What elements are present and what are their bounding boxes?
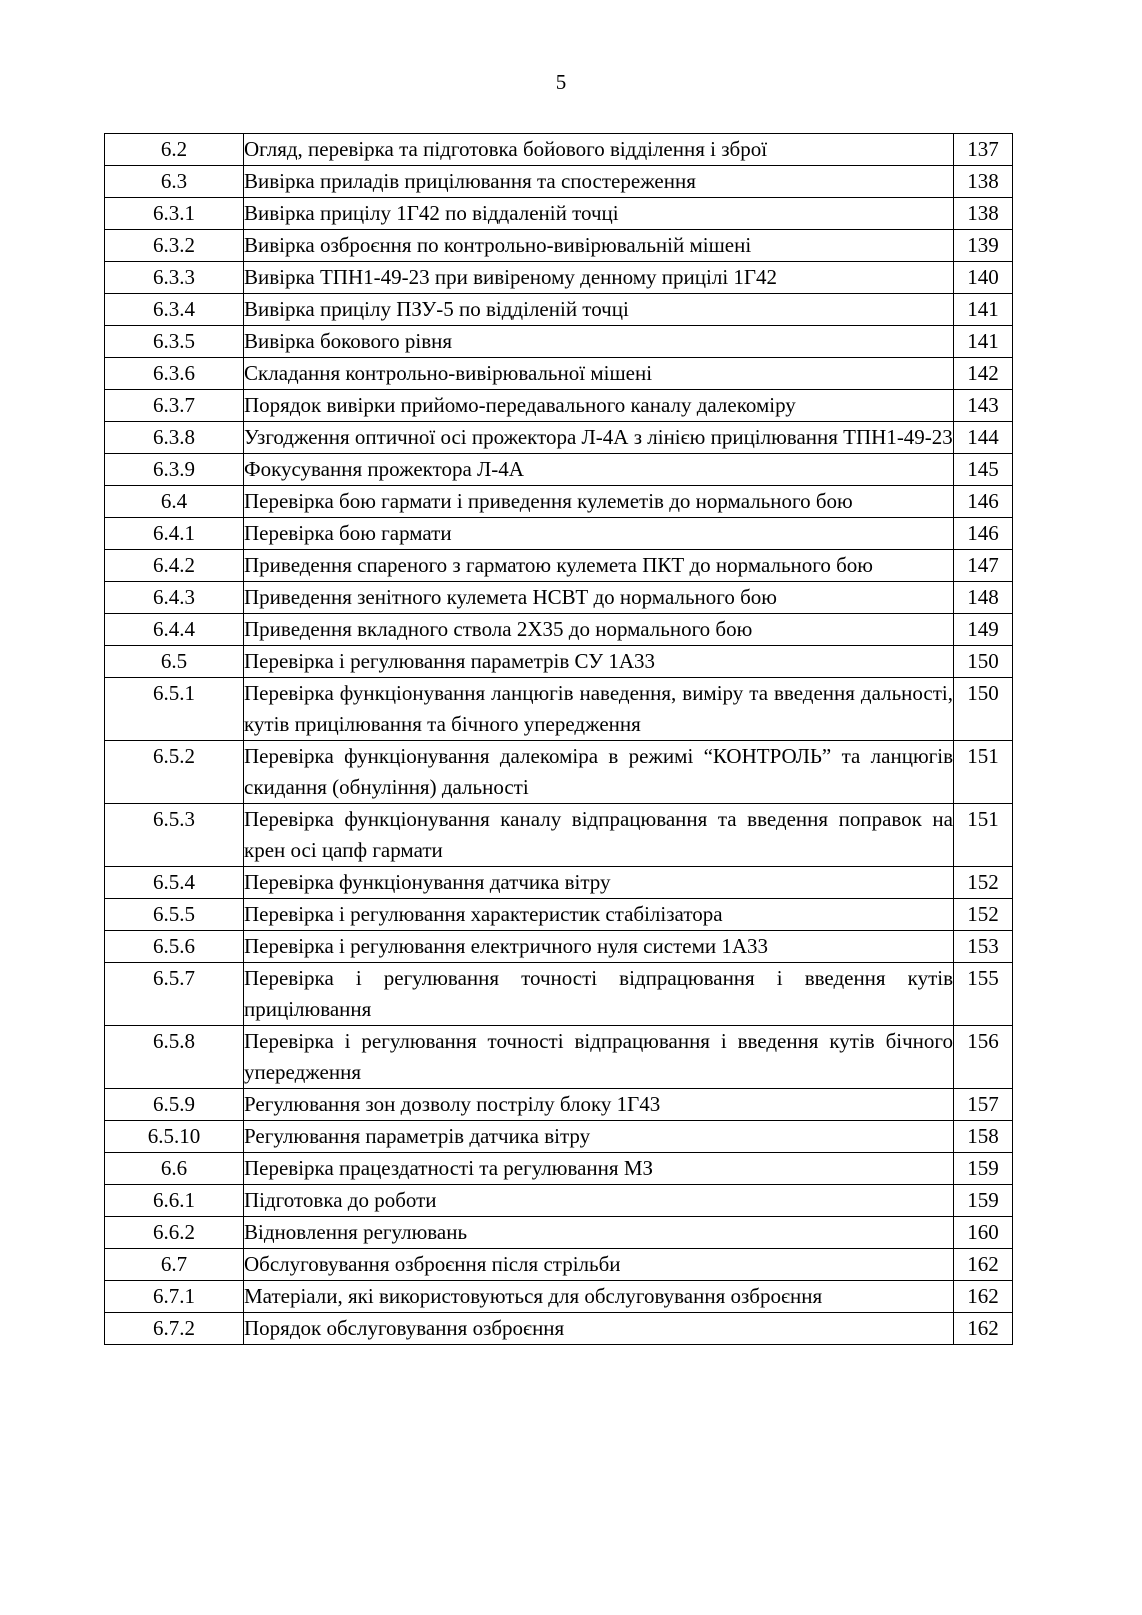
toc-row-number: 6.4: [105, 486, 244, 518]
toc-row-title: Перевірка функціонування далекоміра в режимі “КОНТРОЛЬ” та ланцюгів скидання (обнуління) дальності: [244, 741, 954, 804]
toc-row-page-number: 146: [954, 486, 1013, 518]
toc-row: [105, 422, 1013, 454]
toc-row-number: 6.3.4: [105, 294, 244, 326]
toc-row-number: 6.3.6: [105, 358, 244, 390]
toc-row-title: Регулювання зон дозволу пострілу блоку 1Г43: [244, 1089, 954, 1121]
toc-row: [105, 550, 1013, 582]
toc-row: [105, 899, 1013, 931]
toc-row-title: Приведення зенітного кулемета НСВТ до нормального бою: [244, 582, 954, 614]
toc-row-number: 6.4.2: [105, 550, 244, 582]
toc-row-number: 6.5.9: [105, 1089, 244, 1121]
toc-row-number: 6.5.5: [105, 899, 244, 931]
toc-row: [105, 486, 1013, 518]
toc-row: [105, 1281, 1013, 1313]
toc-row-number: 6.6: [105, 1153, 244, 1185]
toc-row-page-number: 137: [954, 134, 1013, 166]
toc-row-page-number: 150: [954, 678, 1013, 741]
toc-row-title: Обслуговування озброєння після стрільби: [244, 1249, 954, 1281]
toc-row-number: 6.3.9: [105, 454, 244, 486]
toc-row-page-number: 142: [954, 358, 1013, 390]
toc-row-page-number: 144: [954, 422, 1013, 454]
toc-row-title: Перевірка бою гармати і приведення кулеметів до нормального бою: [244, 486, 954, 518]
toc-row-number: 6.6.2: [105, 1217, 244, 1249]
toc-row-number: 6.4.3: [105, 582, 244, 614]
toc-row-page-number: 143: [954, 390, 1013, 422]
toc-row: [105, 931, 1013, 963]
toc-row-number: 6.3.7: [105, 390, 244, 422]
toc-row: [105, 582, 1013, 614]
toc-row: [105, 230, 1013, 262]
toc-row-title: Регулювання параметрів датчика вітру: [244, 1121, 954, 1153]
toc-row: [105, 804, 1013, 867]
toc-row: [105, 166, 1013, 198]
toc-row-title: Перевірка і регулювання точності відпрацювання і введення кутів прицілювання: [244, 963, 954, 1026]
toc-row-page-number: 152: [954, 899, 1013, 931]
toc-row-title: Складання контрольно-вивірювальної мішені: [244, 358, 954, 390]
toc-row-page-number: 151: [954, 741, 1013, 804]
toc-row-title: Відновлення регулювань: [244, 1217, 954, 1249]
toc-row: [105, 198, 1013, 230]
toc-row-title: Порядок вивірки прийомо-передавального каналу далекоміру: [244, 390, 954, 422]
toc-row: [105, 646, 1013, 678]
toc-row-page-number: 138: [954, 166, 1013, 198]
toc-row-title: Приведення вкладного ствола 2Х35 до нормального бою: [244, 614, 954, 646]
toc-row: [105, 134, 1013, 166]
toc-row: [105, 678, 1013, 741]
toc-row-page-number: 151: [954, 804, 1013, 867]
toc-row: [105, 741, 1013, 804]
toc-row-title: Перевірка функціонування датчика вітру: [244, 867, 954, 899]
toc-table-body: [105, 134, 1013, 1345]
toc-row-title: Узгодження оптичної осі прожектора Л-4А з лінією прицілювання ТПН1-49-23: [244, 422, 954, 454]
toc-row-title: Перевірка функціонування каналу відпрацювання та введення поправок на крен осі цапф гармати: [244, 804, 954, 867]
toc-row-page-number: 162: [954, 1313, 1013, 1345]
toc-row-title: Вивірка бокового рівня: [244, 326, 954, 358]
page-folio-number: 5: [555, 70, 567, 94]
toc-row-number: 6.4.1: [105, 518, 244, 550]
toc-row-page-number: 162: [954, 1249, 1013, 1281]
table-of-contents-table: [104, 133, 1013, 1345]
toc-row-title: Вивірка ТПН1-49-23 при вивіреному денному прицілі 1Г42: [244, 262, 954, 294]
toc-row: [105, 1249, 1013, 1281]
toc-row-title: Вивірка озброєння по контрольно-вивірювальній мішені: [244, 230, 954, 262]
toc-row-number: 6.4.4: [105, 614, 244, 646]
toc-row-page-number: 158: [954, 1121, 1013, 1153]
toc-row-number: 6.3.3: [105, 262, 244, 294]
toc-row-page-number: 159: [954, 1153, 1013, 1185]
toc-row-page-number: 141: [954, 294, 1013, 326]
toc-row-page-number: 157: [954, 1089, 1013, 1121]
toc-row-page-number: 156: [954, 1026, 1013, 1089]
toc-row-number: 6.3.2: [105, 230, 244, 262]
toc-row: [105, 1089, 1013, 1121]
toc-row: [105, 518, 1013, 550]
toc-row-page-number: 155: [954, 963, 1013, 1026]
toc-row-page-number: 138: [954, 198, 1013, 230]
toc-row-page-number: 141: [954, 326, 1013, 358]
toc-row-number: 6.3.1: [105, 198, 244, 230]
toc-row-title: Приведення спареного з гарматою кулемета ПКТ до нормального бою: [244, 550, 954, 582]
toc-row-number: 6.3: [105, 166, 244, 198]
toc-row-page-number: 149: [954, 614, 1013, 646]
toc-row: [105, 358, 1013, 390]
toc-row-number: 6.3.5: [105, 326, 244, 358]
toc-row: [105, 963, 1013, 1026]
toc-row-number: 6.3.8: [105, 422, 244, 454]
toc-row-page-number: 162: [954, 1281, 1013, 1313]
toc-row-number: 6.5.3: [105, 804, 244, 867]
toc-row-number: 6.5.7: [105, 963, 244, 1026]
toc-row: [105, 294, 1013, 326]
toc-row-page-number: 152: [954, 867, 1013, 899]
toc-row-title: Перевірка і регулювання електричного нуля системи 1А33: [244, 931, 954, 963]
toc-row-page-number: 147: [954, 550, 1013, 582]
toc-row-number: 6.5.10: [105, 1121, 244, 1153]
toc-row-page-number: 160: [954, 1217, 1013, 1249]
toc-row: [105, 867, 1013, 899]
toc-row-title: Порядок обслуговування озброєння: [244, 1313, 954, 1345]
toc-row: [105, 262, 1013, 294]
toc-row-number: 6.7.1: [105, 1281, 244, 1313]
toc-row-number: 6.6.1: [105, 1185, 244, 1217]
toc-row-page-number: 145: [954, 454, 1013, 486]
toc-row-number: 6.5.4: [105, 867, 244, 899]
toc-row-page-number: 153: [954, 931, 1013, 963]
toc-row-number: 6.7: [105, 1249, 244, 1281]
toc-row-title: Перевірка і регулювання параметрів СУ 1А33: [244, 646, 954, 678]
toc-row-title: Фокусування прожектора Л-4А: [244, 454, 954, 486]
toc-row-page-number: 150: [954, 646, 1013, 678]
toc-row: [105, 1313, 1013, 1345]
toc-row-page-number: 139: [954, 230, 1013, 262]
toc-row-title: Перевірка і регулювання точності відпрацювання і введення кутів бічного упередження: [244, 1026, 954, 1089]
toc-row-number: 6.5: [105, 646, 244, 678]
toc-row-title: Вивірка прицілу 1Г42 по віддаленій точці: [244, 198, 954, 230]
toc-row-page-number: 146: [954, 518, 1013, 550]
toc-row-title: Огляд, перевірка та підготовка бойового відділення і зброї: [244, 134, 954, 166]
toc-row: [105, 1026, 1013, 1089]
toc-row: [105, 454, 1013, 486]
toc-row: [105, 1185, 1013, 1217]
toc-row-page-number: 159: [954, 1185, 1013, 1217]
toc-row-title: Підготовка до роботи: [244, 1185, 954, 1217]
toc-row-number: 6.5.1: [105, 678, 244, 741]
toc-row-title: Перевірка працездатності та регулювання МЗ: [244, 1153, 954, 1185]
toc-row-number: 6.5.8: [105, 1026, 244, 1089]
toc-row-title: Вивірка прицілу ПЗУ-5 по відділеній точці: [244, 294, 954, 326]
toc-row-title: Матеріали, які використовуються для обслуговування озброєння: [244, 1281, 954, 1313]
toc-row-title: Перевірка функціонування ланцюгів наведення, виміру та введення дальності, кутів прицілювання та бічного упередження: [244, 678, 954, 741]
toc-row: [105, 1217, 1013, 1249]
toc-row-page-number: 148: [954, 582, 1013, 614]
toc-row-title: Перевірка і регулювання характеристик стабілізатора: [244, 899, 954, 931]
toc-row-number: 6.2: [105, 134, 244, 166]
toc-row: [105, 1121, 1013, 1153]
toc-row: [105, 1153, 1013, 1185]
toc-row-title: Перевірка бою гармати: [244, 518, 954, 550]
toc-row-number: 6.5.2: [105, 741, 244, 804]
toc-row: [105, 390, 1013, 422]
toc-row-title: Вивірка приладів прицілювання та спостереження: [244, 166, 954, 198]
toc-row: [105, 326, 1013, 358]
toc-row: [105, 614, 1013, 646]
toc-row-number: 6.5.6: [105, 931, 244, 963]
toc-row-page-number: 140: [954, 262, 1013, 294]
toc-row-number: 6.7.2: [105, 1313, 244, 1345]
